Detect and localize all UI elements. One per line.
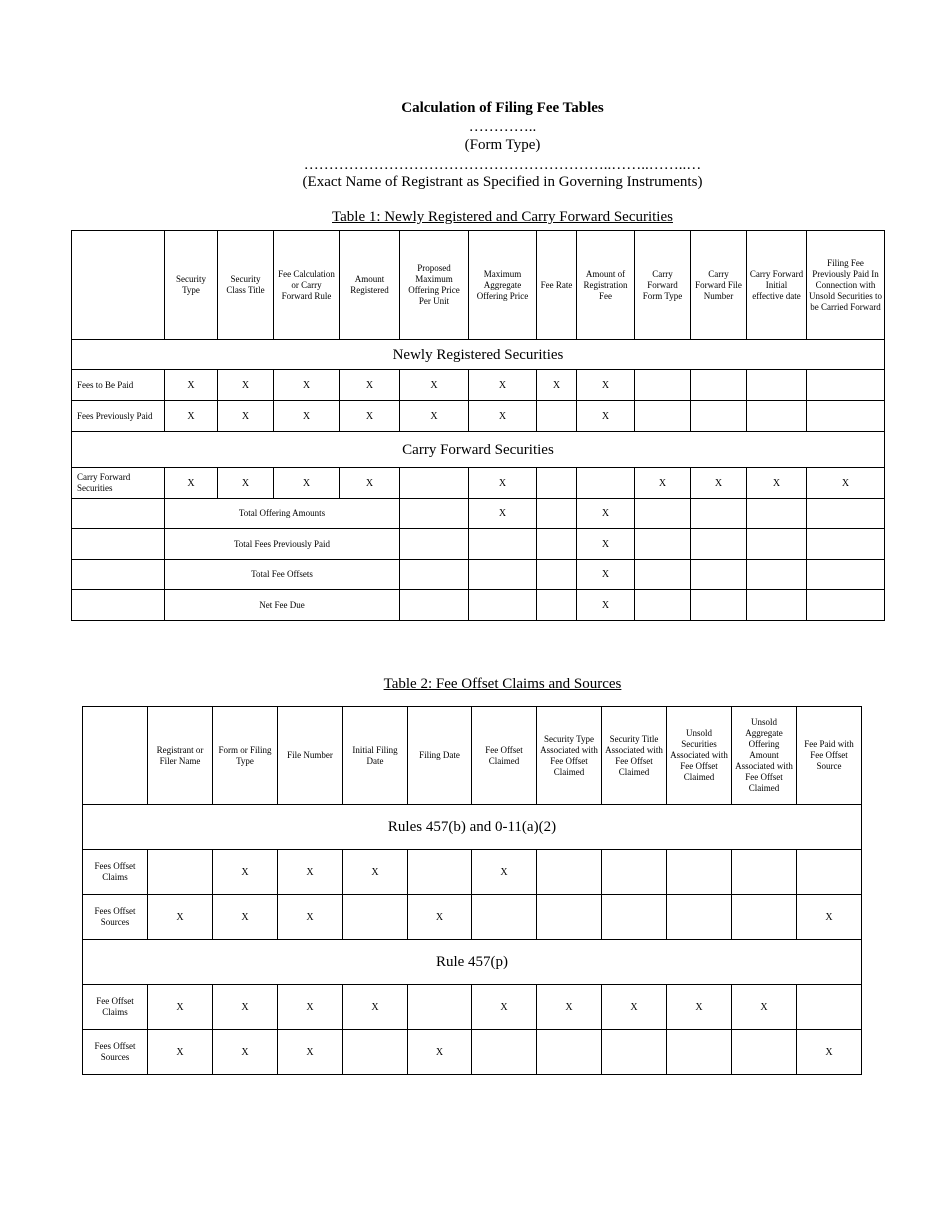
table-cell (602, 895, 667, 940)
table-cell: X (469, 370, 537, 401)
row-label: Fees Offset Sources (83, 895, 148, 940)
table-cell (400, 560, 469, 590)
section-heading: Rules 457(b) and 0-11(a)(2) (83, 805, 862, 850)
total-row (72, 499, 885, 529)
table-cell (667, 850, 732, 895)
table-cell: X (732, 985, 797, 1030)
registrant-name-blank: ……………………………………………………..……..……..… (303, 157, 702, 173)
table-cell (400, 468, 469, 499)
table-header-cell: Fee Rate (537, 231, 577, 340)
table-cell: X (577, 401, 635, 432)
row-label: Fee Offset Claims (83, 985, 148, 1030)
table-cell: X (213, 850, 278, 895)
table-cell (797, 850, 862, 895)
table1-header-row (72, 231, 885, 340)
table-row (83, 1030, 862, 1075)
table-cell: X (408, 1030, 472, 1075)
table-cell (807, 401, 885, 432)
table-cell: X (340, 370, 400, 401)
table-cell (400, 499, 469, 529)
table-cell (343, 1030, 408, 1075)
page-title: Calculation of Filing Fee Tables (401, 100, 604, 116)
table-cell: X (278, 985, 343, 1030)
table2-caption: Table 2: Fee Offset Claims and Sources (383, 676, 622, 692)
row-label: Fees Offset Claims (83, 850, 148, 895)
table2 (82, 706, 862, 1075)
form-type-label: (Form Type) (464, 137, 541, 153)
table-cell: X (469, 401, 537, 432)
table-cell (732, 895, 797, 940)
table-cell (400, 529, 469, 560)
table-cell (635, 499, 691, 529)
total-label: Total Fee Offsets (165, 560, 400, 590)
table-cell (635, 560, 691, 590)
total-row (72, 590, 885, 621)
section-heading: Carry Forward Securities (72, 432, 885, 468)
table-cell: X (691, 468, 747, 499)
table-cell: X (343, 985, 408, 1030)
table-header-cell: Initial Filing Date (343, 707, 408, 805)
table-cell: X (165, 401, 218, 432)
table-cell (602, 850, 667, 895)
section-heading: Newly Registered Securities (72, 340, 885, 370)
table-cell: X (797, 1030, 862, 1075)
table-cell: X (278, 850, 343, 895)
row-label: Fees Previously Paid (72, 401, 165, 432)
table-header-cell: Security Title Associated with Fee Offset Claimed (602, 707, 667, 805)
table-cell (747, 370, 807, 401)
table-header-cell: Fee Calculation or Carry Forward Rule (274, 231, 340, 340)
table-cell: X (274, 468, 340, 499)
table-cell (469, 529, 537, 560)
table-cell: X (213, 985, 278, 1030)
table-header-cell: Form or Filing Type (213, 707, 278, 805)
table-header-cell: Fee Offset Claimed (472, 707, 537, 805)
table-cell: X (577, 529, 635, 560)
table-cell (537, 1030, 602, 1075)
table-cell: X (577, 499, 635, 529)
table-row (72, 468, 885, 499)
table-cell (472, 895, 537, 940)
table1-caption: Table 1: Newly Registered and Carry Forward Securities (332, 209, 673, 225)
table-cell (667, 895, 732, 940)
table-cell (732, 1030, 797, 1075)
total-row (72, 529, 885, 560)
table-cell: X (807, 468, 885, 499)
table-cell: X (472, 985, 537, 1030)
table-row (83, 985, 862, 1030)
table-cell (747, 499, 807, 529)
table-cell (537, 529, 577, 560)
table-cell (469, 590, 537, 621)
table-header-cell (72, 231, 165, 340)
table-header-cell (83, 707, 148, 805)
table-cell: X (537, 370, 577, 401)
table-cell (72, 590, 165, 621)
table-cell (691, 560, 747, 590)
table-cell (400, 590, 469, 621)
table-cell: X (218, 468, 274, 499)
table-cell (602, 1030, 667, 1075)
table-cell (537, 560, 577, 590)
table-cell (807, 560, 885, 590)
table-cell: X (148, 895, 213, 940)
registrant-name-label: (Exact Name of Registrant as Specified in Governing Instruments) (302, 174, 703, 190)
table-cell: X (340, 468, 400, 499)
total-label: Total Offering Amounts (165, 499, 400, 529)
table-cell: X (400, 401, 469, 432)
table-cell (72, 499, 165, 529)
table-header-cell: Filing Date (408, 707, 472, 805)
table-cell (343, 895, 408, 940)
table-cell (691, 499, 747, 529)
table-cell (577, 468, 635, 499)
table-cell: X (797, 895, 862, 940)
table-header-cell: Amount of Registration Fee (577, 231, 635, 340)
table-cell: X (400, 370, 469, 401)
table-cell: X (577, 560, 635, 590)
table-cell: X (274, 370, 340, 401)
table-cell (691, 401, 747, 432)
table-cell (469, 560, 537, 590)
table-cell: X (218, 370, 274, 401)
total-row (72, 560, 885, 590)
table-cell: X (577, 590, 635, 621)
row-label: Fees Offset Sources (83, 1030, 148, 1075)
table-cell: X (667, 985, 732, 1030)
table-cell (747, 590, 807, 621)
table-cell (537, 850, 602, 895)
table-cell (537, 468, 577, 499)
table-header-cell: Amount Registered (340, 231, 400, 340)
table-cell (635, 401, 691, 432)
table-header-cell: Filing Fee Previously Paid In Connection with Unsold Securities to be Carried Forward (807, 231, 885, 340)
table1 (71, 230, 885, 621)
table-cell (667, 1030, 732, 1075)
total-label: Total Fees Previously Paid (165, 529, 400, 560)
table-cell: X (472, 850, 537, 895)
table-cell (807, 370, 885, 401)
table2-header-row (83, 707, 862, 805)
table-header-cell: Registrant or Filer Name (148, 707, 213, 805)
table-cell (537, 401, 577, 432)
table-row (83, 850, 862, 895)
section-heading: Rule 457(p) (83, 940, 862, 985)
row-label: Carry Forward Securities (72, 468, 165, 499)
table-cell (472, 1030, 537, 1075)
table-cell (807, 499, 885, 529)
table-cell: X (278, 1030, 343, 1075)
table-cell: X (148, 985, 213, 1030)
table-cell (635, 529, 691, 560)
table-cell: X (343, 850, 408, 895)
table-cell (691, 370, 747, 401)
table-cell (408, 850, 472, 895)
table-cell (537, 590, 577, 621)
table-cell (807, 529, 885, 560)
table-header-cell: Security Type Associated with Fee Offset Claimed (537, 707, 602, 805)
table-cell: X (213, 895, 278, 940)
table-cell: X (165, 468, 218, 499)
table-header-cell: Unsold Aggregate Offering Amount Associated with Fee Offset Claimed (732, 707, 797, 805)
table-header-cell: Security Class Title (218, 231, 274, 340)
table-cell (691, 590, 747, 621)
table-cell: X (165, 370, 218, 401)
form-type-blank: ………….. (468, 119, 537, 135)
table-cell: X (278, 895, 343, 940)
table-cell (807, 590, 885, 621)
table-cell: X (635, 468, 691, 499)
table-cell (635, 370, 691, 401)
table-cell: X (537, 985, 602, 1030)
table-cell (732, 850, 797, 895)
table-header-cell: Security Type (165, 231, 218, 340)
table-cell (747, 560, 807, 590)
total-label: Net Fee Due (165, 590, 400, 621)
table-cell: X (274, 401, 340, 432)
table-cell (747, 529, 807, 560)
table-cell (797, 985, 862, 1030)
table-row (72, 370, 885, 401)
row-label: Fees to Be Paid (72, 370, 165, 401)
table-cell (408, 985, 472, 1030)
table-header-cell: Fee Paid with Fee Offset Source (797, 707, 862, 805)
table-row (72, 401, 885, 432)
table-row (83, 895, 862, 940)
table-cell: X (148, 1030, 213, 1075)
table-cell: X (747, 468, 807, 499)
table-header-cell: Proposed Maximum Offering Price Per Unit (400, 231, 469, 340)
table-cell: X (469, 499, 537, 529)
table-cell (72, 529, 165, 560)
table-cell (537, 895, 602, 940)
table-cell (691, 529, 747, 560)
table-cell: X (602, 985, 667, 1030)
table-header-cell: Unsold Securities Associated with Fee Offset Claimed (667, 707, 732, 805)
table-header-cell: Carry Forward Form Type (635, 231, 691, 340)
table-header-cell: Carry Forward File Number (691, 231, 747, 340)
table-cell: X (213, 1030, 278, 1075)
table-cell: X (469, 468, 537, 499)
table-header-cell: Carry Forward Initial effective date (747, 231, 807, 340)
table-cell (747, 401, 807, 432)
table-cell: X (408, 895, 472, 940)
table-header-cell: File Number (278, 707, 343, 805)
table-cell (148, 850, 213, 895)
table-cell: X (218, 401, 274, 432)
table-cell (537, 499, 577, 529)
table-cell (72, 560, 165, 590)
table-cell: X (340, 401, 400, 432)
table-header-cell: Maximum Aggregate Offering Price (469, 231, 537, 340)
table-cell: X (577, 370, 635, 401)
table-cell (635, 590, 691, 621)
